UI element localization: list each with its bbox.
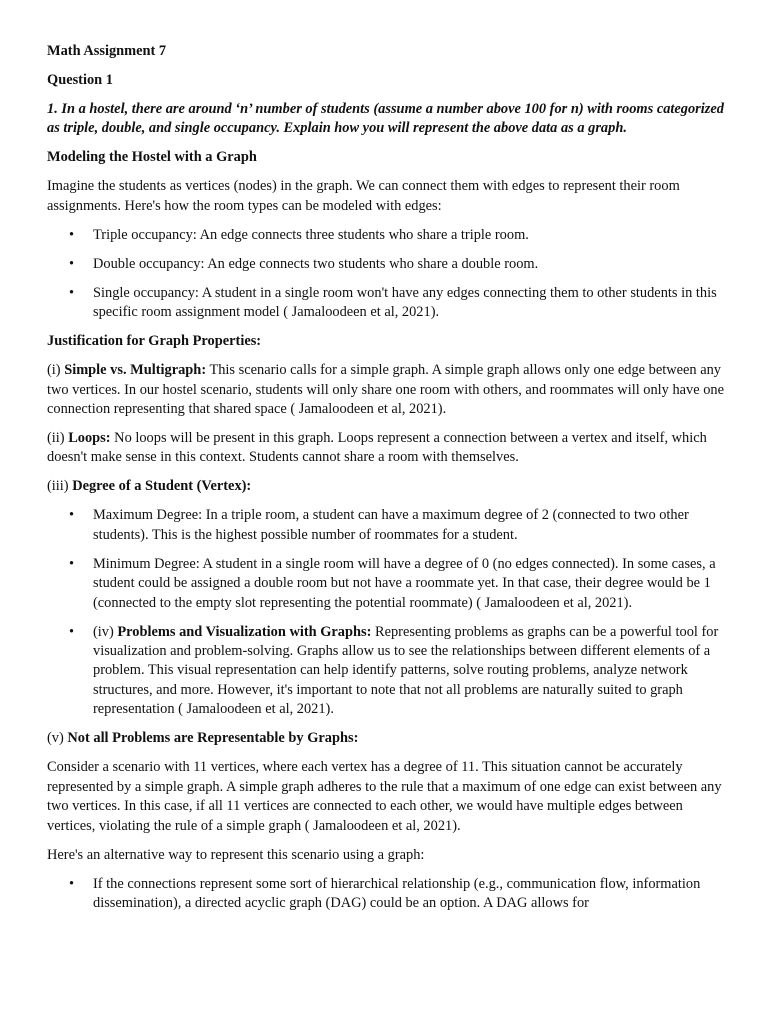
list-item-text: Triple occupancy: An edge connects three students who share a triple room. bbox=[93, 226, 529, 243]
item-prefix: (iv) bbox=[93, 623, 118, 640]
bullet-icon: • bbox=[69, 226, 75, 243]
paragraph-simple-graph bbox=[47, 361, 727, 419]
item-prefix: (iii) bbox=[47, 478, 73, 495]
list-item-text: Double occupancy: An edge connects two students who share a double room. bbox=[93, 255, 539, 272]
question-prompt: 1. In a hostel, there are around ‘n’ number of students (assume a number above 100 for n) with rooms categorized as triple, double, and single occupancy. Explain how you will represent the above data as a graph. bbox=[47, 101, 724, 137]
list-item bbox=[47, 555, 727, 613]
question-heading: Question 1 bbox=[47, 72, 113, 88]
paragraph-not-all bbox=[47, 729, 727, 748]
list-item-text: Maximum Degree: In a triple room, a student can have a maximum degree of 2 (connected to two other students). This is the highest possible number of roommates for a student. bbox=[93, 507, 689, 543]
occupancy-list bbox=[47, 226, 727, 323]
item-text: Representing problems as graphs can be a powerful tool for visualization and problem-solving. Graphs allow us to see the relationships between different elements of a problem. This visual representation can help identify patterns, solve routing problems, analyze network structures, and more. However, it's important to note that not all problems are naturally suited to graph representation ( Jamaloodeen et al, 2021). bbox=[93, 623, 719, 718]
bullet-icon: • bbox=[69, 875, 75, 892]
list-item-text: If the connections represent some sort of hierarchical relationship (e.g., communication flow, information dissemination), a directed acyclic graph (DAG) could be an option. A DAG allows for bbox=[93, 875, 701, 911]
item-label: Simple vs. Multigraph: bbox=[64, 362, 207, 379]
bullet-icon: • bbox=[69, 623, 75, 640]
document-title: Math Assignment 7 bbox=[47, 43, 167, 59]
bullet-icon: • bbox=[69, 555, 75, 572]
alternative-list bbox=[47, 875, 727, 914]
paragraph-alternative: Here's an alternative way to represent this scenario using a graph: bbox=[47, 846, 425, 863]
list-item bbox=[47, 255, 727, 274]
section-heading-modeling: Modeling the Hostel with a Graph bbox=[47, 149, 257, 166]
document-body bbox=[47, 42, 727, 923]
item-label: Degree of a Student (Vertex): bbox=[72, 478, 252, 495]
item-text: This scenario calls for a simple graph. A simple graph allows only one edge between any two vertices. In our hostel scenario, students will only share one room with others, and roommates will only have one connection representing that shared space ( Jamaloodeen et al, 2021). bbox=[47, 362, 725, 418]
item-text: No loops will be present in this graph. Loops represent a connection between a vertex and itself, which doesn't make sense in this context. Students cannot share a room with themselves. bbox=[47, 430, 707, 466]
section-heading-justification: Justification for Graph Properties: bbox=[47, 333, 262, 350]
list-item bbox=[47, 623, 727, 720]
item-prefix: (ii) bbox=[47, 430, 69, 447]
degree-list bbox=[47, 506, 727, 719]
list-item bbox=[47, 226, 727, 245]
bullet-icon: • bbox=[69, 284, 75, 301]
paragraph-scenario: Consider a scenario with 11 vertices, where each vertex has a degree of 11. This situation cannot be accurately represented by a simple graph. A simple graph adheres to the rule that a maximum of one edge can exist between any two vertices. In this case, if all 11 vertices are connected to each other, we would have multiple edges between vertices, violating the rule of a simple graph ( Jamaloodeen et al, 2021). bbox=[47, 759, 722, 834]
bullet-icon: • bbox=[69, 507, 75, 524]
list-item bbox=[47, 506, 727, 545]
paragraph-loops bbox=[47, 429, 727, 468]
item-label: Loops: bbox=[68, 430, 111, 447]
item-label: Not all Problems are Representable by Graphs: bbox=[67, 730, 359, 747]
section-intro-paragraph: Imagine the students as vertices (nodes) in the graph. We can connect them with edges to represent their room assignments. Here's how the room types can be modeled with edges: bbox=[47, 178, 680, 214]
bullet-icon: • bbox=[69, 255, 75, 272]
paragraph-degree bbox=[47, 477, 727, 496]
item-prefix: (v) bbox=[47, 730, 68, 747]
list-item-text: Single occupancy: A student in a single room won't have any edges connecting them to other students in this specific room assignment model ( Jamaloodeen et al, 2021). bbox=[93, 284, 717, 321]
item-label: Problems and Visualization with Graphs: bbox=[117, 623, 372, 640]
list-item-text: Minimum Degree: A student in a single room will have a degree of 0 (no edges connected). In some cases, a student could be assigned a double room but not have a roommate yet. In that case, their degree would be 1 (connected to the empty slot representing the potential roommate) ( Jamaloodeen et al, 2021). bbox=[93, 555, 716, 611]
list-item bbox=[47, 875, 727, 914]
list-item bbox=[47, 284, 727, 323]
item-prefix: (i) bbox=[47, 362, 65, 379]
